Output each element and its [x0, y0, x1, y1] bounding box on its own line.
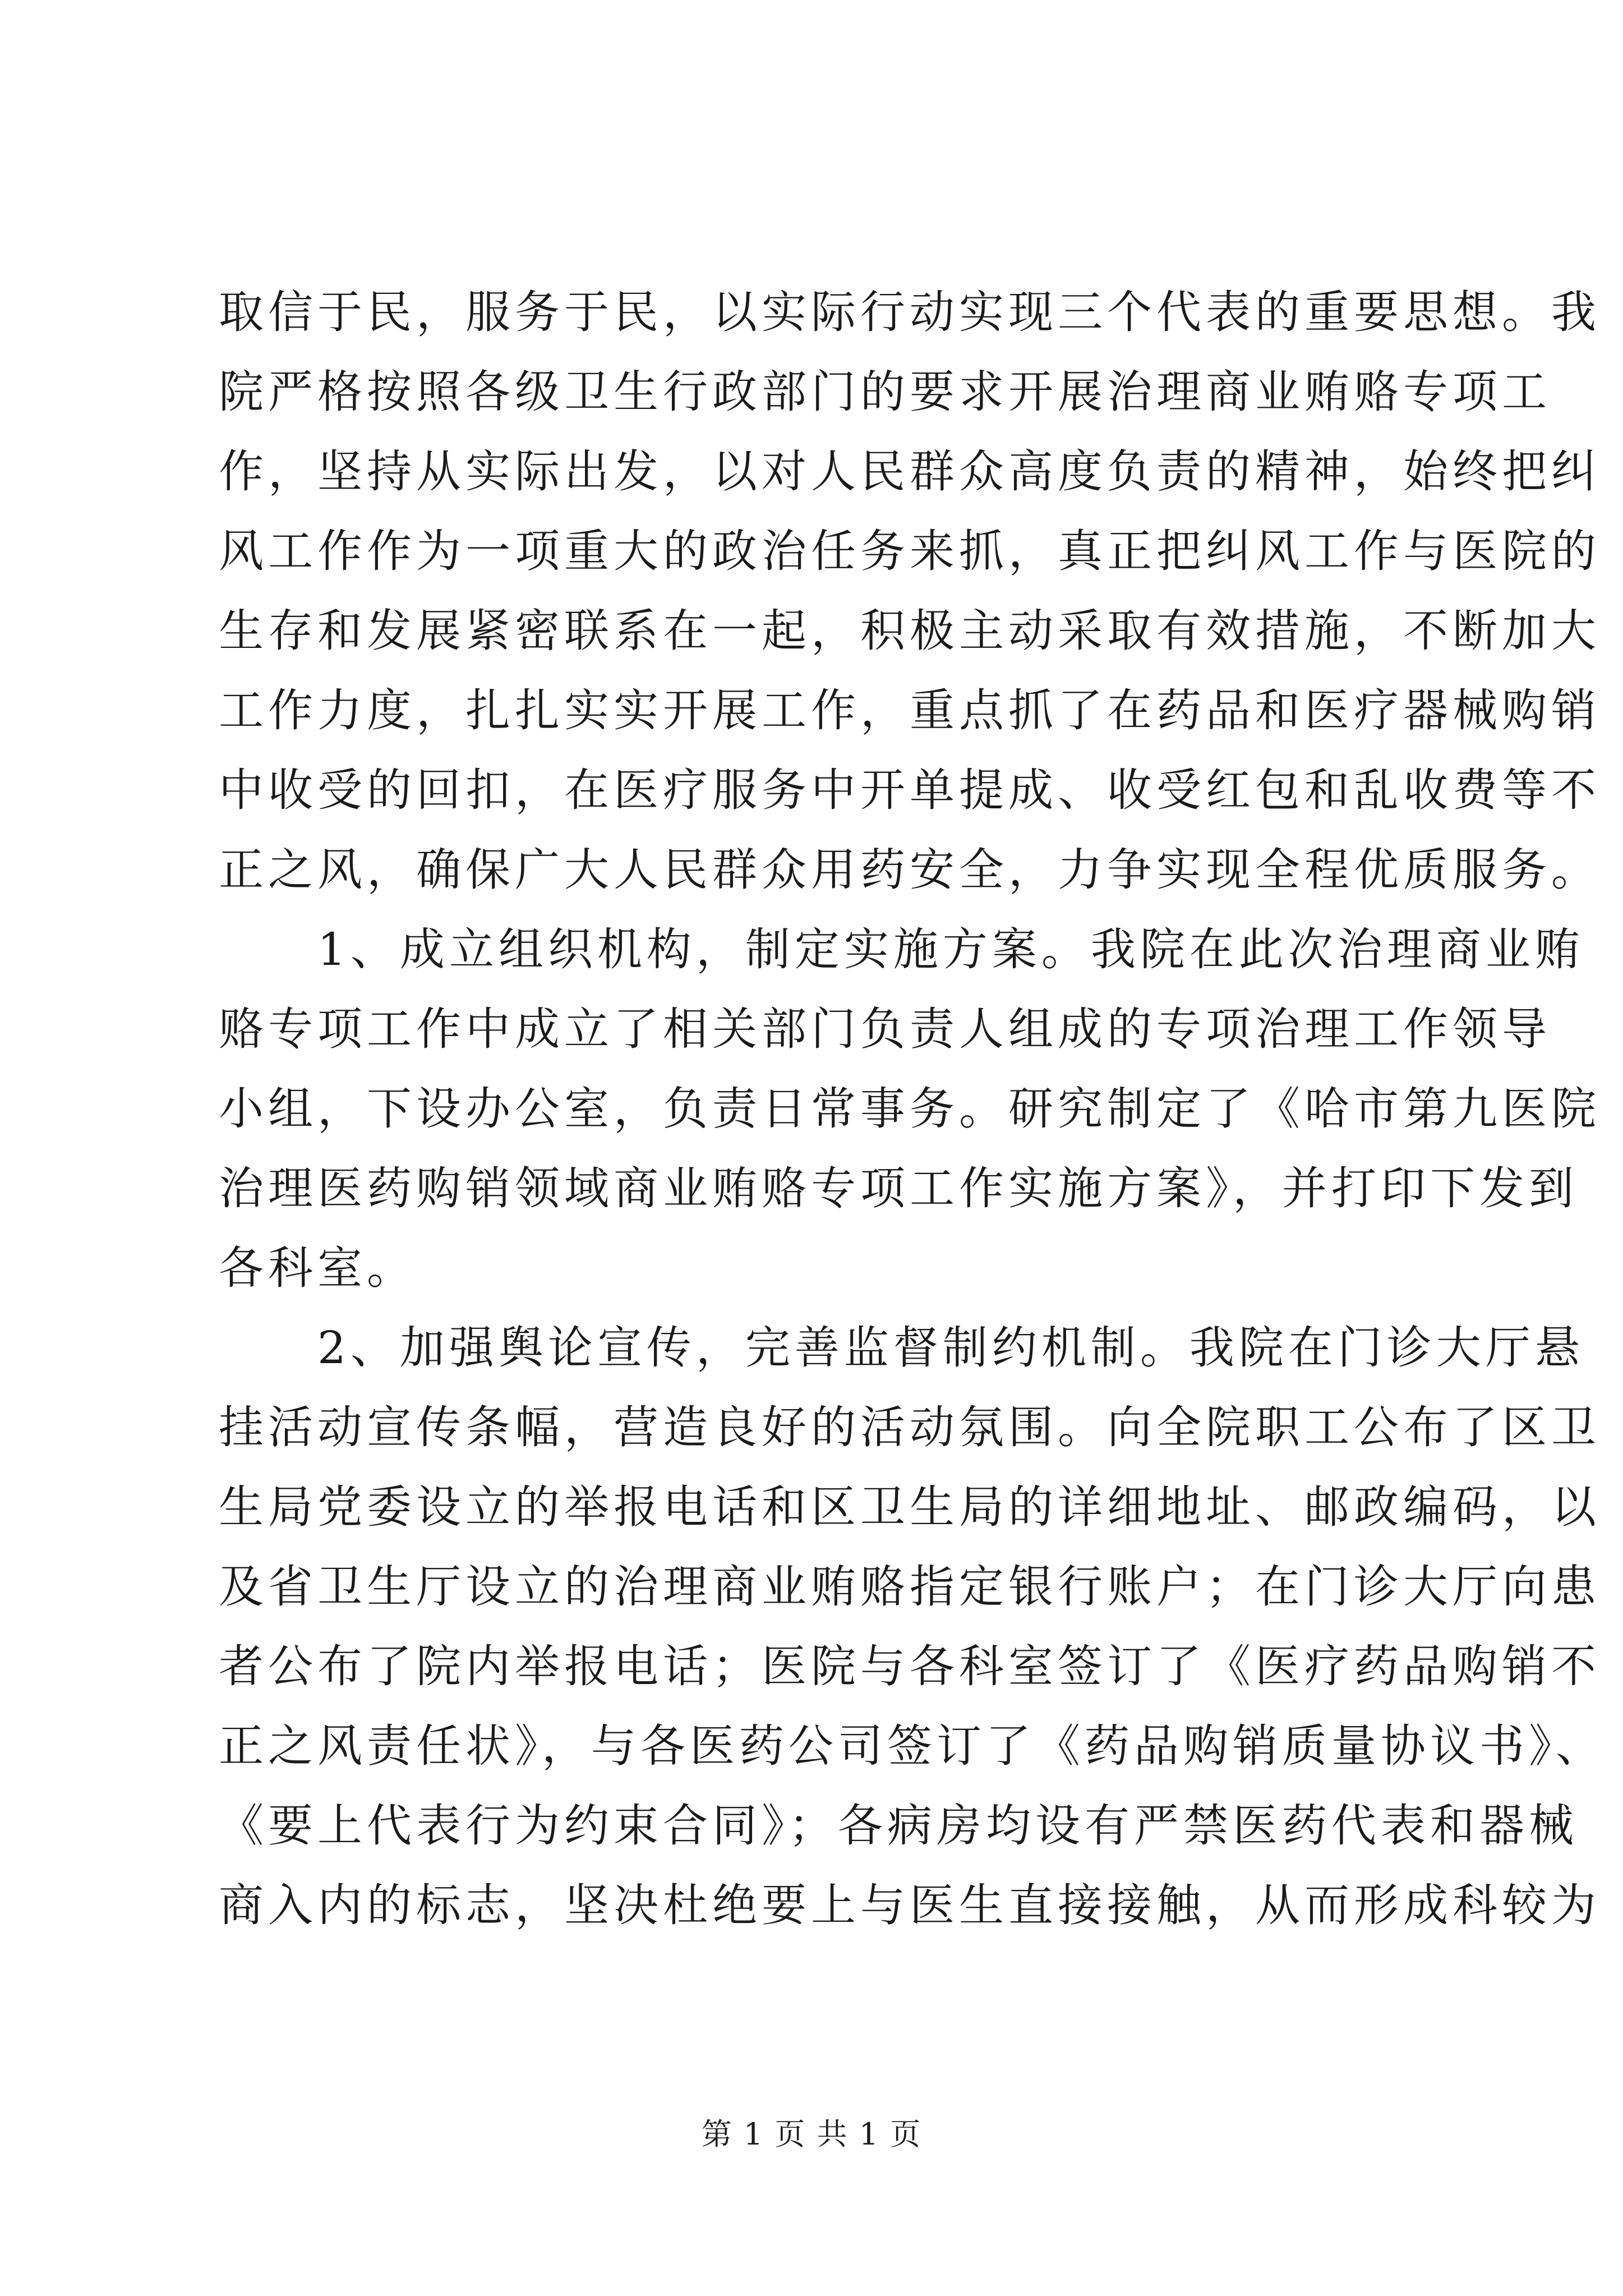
- text-line: 商入内的标志，坚决杜绝要上与医生直接接触，从而形成科较为: [219, 1879, 1601, 1931]
- text-line: 生存和发展紧密联系在一起，积极主动采取有效措施，不断加大: [219, 605, 1601, 657]
- text-line: 中收受的回扣，在医疗服务中开单提成、收受红包和乱收费等不: [219, 764, 1601, 816]
- text-line: 及省卫生厅设立的治理商业贿赂指定银行账户；在门诊大厅向患: [219, 1561, 1601, 1613]
- text-line: 作，坚持从实际出发，以对人民群众高度负责的精神，始终把纠: [219, 445, 1601, 498]
- text-line: 工作力度，扎扎实实开展工作，重点抓了在药品和医疗器械购销: [219, 684, 1601, 737]
- text-line: 风工作作为一项重大的政治任务来抓，真正把纠风工作与医院的: [219, 525, 1601, 577]
- text-line: 赂专项工作中成立了相关部门负责人组成的专项治理工作领导: [219, 1003, 1551, 1055]
- text-line: 正之风责任状》，与各医药公司签订了《药品购销质量协议书》、: [219, 1720, 1605, 1772]
- text-line: 1、成立组织机构，制定实施方案。我院在此次治理商业贿: [219, 923, 1584, 976]
- text-line: 取信于民，服务于民，以实际行动实现三个代表的重要思想。我: [219, 286, 1601, 338]
- page-number-label: 第 1 页 共 1 页: [701, 2116, 922, 2152]
- text-line: 各科室。: [219, 1242, 416, 1294]
- text-line: 小组，下设办公室，负责日常事务。研究制定了《哈市第九医院: [219, 1083, 1601, 1135]
- text-line: 治理医药购销领域商业贿赂专项工作实施方案》，并打印下发到: [219, 1162, 1578, 1214]
- text-line: 正之风，确保广大人民群众用药安全，力争实现全程优质服务。: [219, 844, 1601, 896]
- text-line: 挂活动宣传条幅，营造良好的活动氛围。向全院职工公布了区卫: [219, 1401, 1601, 1453]
- text-line: 《要上代表行为约束合同》；各病房均设有严禁医药代表和器械: [219, 1800, 1578, 1852]
- text-line: 生局党委设立的举报电话和区卫生局的详细地址、邮政编码，以: [219, 1481, 1601, 1533]
- text-line: 院严格按照各级卫生行政部门的要求开展治理商业贿赂专项工: [219, 366, 1551, 418]
- text-line: 者公布了院内举报电话；医院与各科室签订了《医疗药品购销不: [219, 1640, 1601, 1692]
- text-line: 2、加强舆论宣传，完善监督制约机制。我院在门诊大厅悬: [219, 1322, 1584, 1374]
- document-body: [219, 273, 1605, 1945]
- page-footer: [0, 2110, 1623, 2154]
